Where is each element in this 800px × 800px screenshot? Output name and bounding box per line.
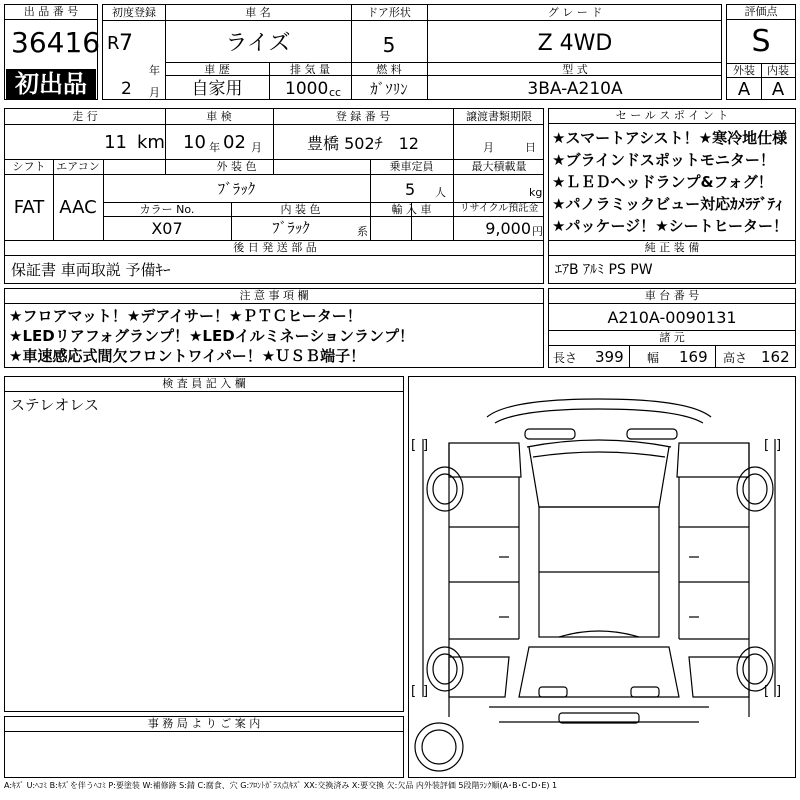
first-reg-month: 2 bbox=[121, 79, 132, 99]
svg-text:]: ] bbox=[776, 438, 782, 453]
history: 自家用 bbox=[191, 79, 243, 99]
exterior-grade: A bbox=[737, 79, 751, 100]
score-label: 評価点 bbox=[727, 5, 795, 20]
sales-point-line: ★パッケージ！★シートヒーター！ bbox=[552, 217, 788, 235]
color-no: X07 bbox=[151, 219, 183, 238]
svg-text:]: ] bbox=[423, 684, 429, 699]
capacity: 5 bbox=[405, 180, 416, 199]
notes-box bbox=[4, 288, 544, 368]
lot-number-label: 出 品 番 号 bbox=[5, 5, 97, 20]
reg-number-label: 登 録 番 号 bbox=[335, 110, 391, 123]
recycle: 9,000 bbox=[485, 219, 531, 238]
sales-points-box bbox=[548, 108, 796, 284]
first-reg-month-unit: 月 bbox=[149, 86, 160, 99]
sales-point-line: ★スマートアシスト！★寒冷地仕様 bbox=[552, 129, 788, 147]
inspection-month-unit: 月 bbox=[251, 141, 262, 154]
inspector-note: ステレオレス bbox=[10, 396, 99, 414]
sales-points-label: セ ー ル ス ポ イ ン ト bbox=[549, 109, 795, 124]
svg-text:[: [ bbox=[764, 684, 770, 699]
aircon-label: エアコン bbox=[56, 160, 100, 173]
grade: Z 4WD bbox=[537, 31, 613, 56]
transfer-day-unit: 日 bbox=[525, 141, 536, 154]
first-reg-year-unit: 年 bbox=[149, 64, 160, 77]
fuel: ｶﾞｿﾘﾝ bbox=[370, 80, 408, 98]
inspection-month: 02 bbox=[223, 132, 246, 153]
length: 399 bbox=[595, 348, 624, 366]
car-name: ライズ bbox=[225, 31, 291, 56]
equipment-label: 純 正 装 備 bbox=[644, 241, 700, 254]
first-reg-label: 初度登録 bbox=[112, 6, 156, 19]
ext-color-label: 外 装 色 bbox=[216, 160, 257, 173]
bracket-left-text: [ bbox=[411, 438, 417, 453]
dims-label: 諸 元 bbox=[659, 331, 685, 344]
model-code: 3BA-A210A bbox=[527, 79, 623, 99]
history-label: 車 歴 bbox=[204, 63, 230, 76]
int-color: ﾌﾞﾗｯｸ bbox=[272, 219, 310, 237]
lot-number: 36416 bbox=[11, 26, 101, 59]
aircon: AAC bbox=[59, 197, 97, 218]
inspection-year: 10 bbox=[183, 132, 206, 153]
door-count: 5 bbox=[382, 33, 396, 57]
chassis-label: 車 台 番 号 bbox=[549, 289, 795, 304]
interior-label: 内装 bbox=[767, 64, 789, 77]
mileage-unit: km bbox=[137, 132, 165, 153]
chassis-number: A210A-0090131 bbox=[607, 308, 737, 327]
max-load-label: 最大積載量 bbox=[471, 160, 527, 173]
inspection-label: 車 検 bbox=[206, 110, 232, 123]
notes-label: 注 意 事 項 欄 bbox=[5, 289, 543, 304]
later-parts-label: 後 日 発 送 部 品 bbox=[233, 241, 317, 254]
width-label: 幅 bbox=[647, 351, 660, 365]
int-color-unit: 系 bbox=[357, 225, 368, 238]
inspector-box bbox=[4, 376, 404, 712]
recycle-label: リサイクル預託金 bbox=[459, 203, 539, 214]
model-code-label: 型 式 bbox=[562, 63, 588, 76]
inspection-year-unit: 年 bbox=[209, 141, 220, 154]
score-box bbox=[726, 4, 796, 100]
first-reg-year: 7 bbox=[119, 31, 133, 56]
height: 162 bbox=[761, 348, 790, 366]
vehicle-details-box bbox=[4, 108, 544, 284]
shift-label: シフト bbox=[12, 160, 46, 173]
note-line: ★LEDリアフォグランプ！★LEDイルミネーションランプ！ bbox=[9, 327, 415, 345]
transfer-month-unit: 月 bbox=[483, 141, 494, 154]
chassis-box bbox=[548, 288, 796, 368]
recycle-unit: 円 bbox=[532, 225, 543, 238]
displacement-label: 排 気 量 bbox=[290, 63, 330, 76]
car-name-label: 車 名 bbox=[245, 6, 271, 19]
interior-grade: A bbox=[771, 79, 785, 100]
length-label: 長さ bbox=[553, 351, 578, 365]
office-label: 事 務 局 よ り ご 案 内 bbox=[5, 717, 403, 732]
max-load-unit: kg bbox=[529, 186, 543, 199]
equipment-value: ｴｱB ｱﾙﾐ PS PW bbox=[555, 262, 653, 278]
note-line: ★車速感応式間欠フロントワイパー！★ＵＳＢ端子！ bbox=[9, 347, 366, 365]
sales-point-line: ★ブラインドスポットモニター！ bbox=[552, 151, 775, 169]
grade-label: グ レ ー ド bbox=[547, 6, 603, 19]
import-label: 輸 入 車 bbox=[391, 203, 432, 216]
legend: A:ｷｽﾞ U:ﾍｺﾐ B:ｷｽﾞを伴うﾍｺﾐ P:要塗装 W:補修跡 S:錆 C:腐食、穴 G:ﾌﾛﾝﾄｶﾞﾗｽ点ｷｽﾞ XX:交換済み X:要交換 欠:欠品 内外装評価 5段階ﾗﾝｸ順(A･B･C･D･E) 1 bbox=[4, 781, 558, 790]
first-reg-era: R bbox=[107, 33, 120, 54]
sales-point-line: ★ＬＥＤヘッドランプ&フォグ！ bbox=[552, 173, 773, 191]
svg-text:]: ] bbox=[776, 684, 782, 699]
door-label: ドア形状 bbox=[367, 6, 411, 19]
fuel-label: 燃 料 bbox=[376, 63, 402, 76]
displacement: 1000 bbox=[285, 79, 329, 99]
svg-text:[: [ bbox=[411, 684, 417, 699]
int-color-label: 内 装 色 bbox=[280, 203, 321, 216]
lot-number-box bbox=[4, 4, 101, 100]
ext-color: ﾌﾞﾗｯｸ bbox=[217, 180, 256, 198]
note-line: ★フロアマット！★デアイサー！★ＰＴＣヒーター！ bbox=[9, 307, 362, 325]
office-box bbox=[4, 716, 404, 778]
displacement-unit: cc bbox=[329, 86, 342, 99]
sales-point-line: ★パノラミックビュー対応ｶﾒﾗﾃﾞﾃｨ bbox=[552, 195, 783, 213]
later-parts: 保証書 車両取説 予備ｷｰ bbox=[11, 261, 171, 279]
color-no-label: カラー No. bbox=[139, 203, 195, 216]
mileage: 11 bbox=[104, 132, 127, 153]
vehicle-header-box bbox=[102, 4, 722, 100]
reg-number: 豊橋 502ﾁ 12 bbox=[307, 134, 419, 153]
score: S bbox=[751, 24, 771, 59]
exterior-label: 外装 bbox=[733, 64, 755, 77]
first-listing-badge: 初出品 bbox=[6, 69, 96, 99]
svg-text:[: [ bbox=[764, 438, 770, 453]
car-diagram bbox=[409, 377, 795, 777]
shift: FAT bbox=[13, 197, 45, 218]
transfer-label: 譲渡書類期限 bbox=[466, 110, 532, 123]
mileage-label: 走 行 bbox=[72, 110, 98, 123]
capacity-label: 乗車定員 bbox=[389, 160, 434, 173]
width: 169 bbox=[679, 348, 708, 366]
svg-text:]: ] bbox=[423, 438, 429, 453]
damage-diagram-box bbox=[408, 376, 796, 778]
height-label: 高さ bbox=[723, 351, 748, 365]
capacity-unit: 人 bbox=[435, 186, 446, 199]
inspector-label: 検 査 員 記 入 欄 bbox=[5, 377, 403, 392]
